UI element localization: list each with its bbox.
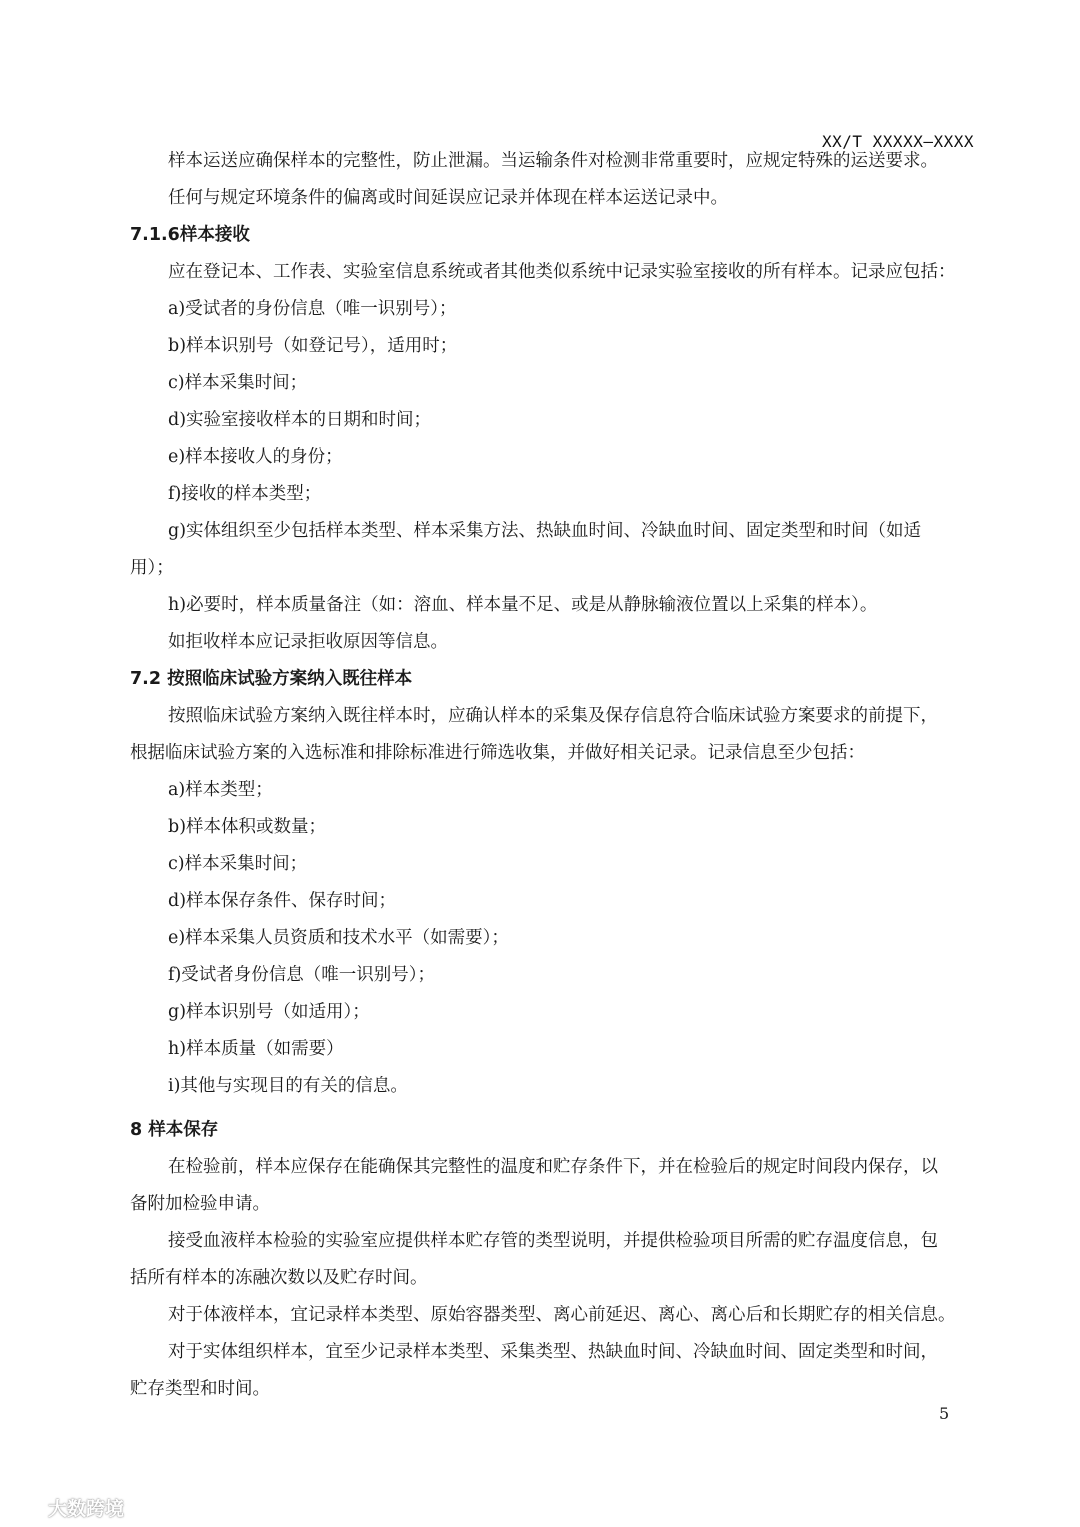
- list-item: e)样本接收人的身份；: [168, 447, 343, 467]
- list-item: h)必要时，样本质量备注（如：溶血、样本量不足、或是从静脉输液位置以上采集的样本）。: [168, 595, 878, 615]
- paragraph-line: 任何与规定环境条件的偏离或时间延误应记录并体现在样本运送记录中。: [168, 188, 728, 208]
- section-heading: 8 样本保存: [130, 1120, 219, 1140]
- section-heading: 7.1.6样本接收: [130, 225, 250, 245]
- paragraph-line: 在检验前，样本应保存在能确保其完整性的温度和贮存条件下，并在检验后的规定时间段内保存，以: [168, 1157, 938, 1177]
- paragraph-line: 括所有样本的冻融次数以及贮存时间。: [130, 1268, 428, 1288]
- page-number: 5: [939, 1404, 950, 1423]
- paragraph-line: 对于实体组织样本，宜至少记录样本类型、采集类型、热缺血时间、冷缺血时间、固定类型和时间，: [168, 1342, 938, 1362]
- list-item: d)样本保存条件、保存时间；: [168, 891, 397, 911]
- list-item: a)受试者的身份信息（唯一识别号）；: [168, 299, 457, 319]
- paragraph-line: 贮存类型和时间。: [130, 1379, 270, 1399]
- list-item: g)样本识别号（如适用）；: [168, 1002, 370, 1022]
- list-item: d)实验室接收样本的日期和时间；: [168, 410, 432, 430]
- list-item: f)受试者身份信息（唯一识别号）；: [168, 965, 436, 985]
- paragraph-line: 按照临床试验方案纳入既往样本时，应确认样本的采集及保存信息符合临床试验方案要求的前提下，: [168, 706, 938, 726]
- list-item: h)样本质量（如需要）: [168, 1039, 344, 1059]
- paragraph-line: 根据临床试验方案的入选标准和排除标准进行筛选收集，并做好相关记录。记录信息至少包括：: [130, 743, 865, 763]
- list-item: b)样本体积或数量；: [168, 817, 327, 837]
- watermark: [8, 1493, 124, 1522]
- paragraph-line: 样本运送应确保样本的完整性，防止泄漏。当运输条件对检测非常重要时，应规定特殊的运送要求。: [168, 151, 938, 171]
- list-item: a)样本类型；: [168, 780, 273, 800]
- list-item: b)样本识别号（如登记号），适用时；: [168, 336, 458, 356]
- section-heading: 7.2 按照临床试验方案纳入既往样本: [130, 669, 413, 689]
- watermark-text: 大数跨境: [48, 1498, 125, 1520]
- list-item: f)接收的样本类型；: [168, 484, 322, 504]
- header-code: XX/T XXXXX—XXXX: [822, 132, 974, 151]
- watermark-logo-icon: [8, 1493, 42, 1522]
- list-item: g)实体组织至少包括样本类型、样本采集方法、热缺血时间、冷缺血时间、固定类型和时间（如适: [168, 521, 922, 541]
- list-item-continuation: 用）；: [130, 558, 174, 578]
- paragraph-line: 对于体液样本，宜记录样本类型、原始容器类型、离心前延迟、离心、离心后和长期贮存的相关信息。: [168, 1305, 956, 1325]
- paragraph-line: 备附加检验申请。: [130, 1194, 270, 1214]
- paragraph-line: 应在登记本、工作表、实验室信息系统或者其他类似系统中记录实验室接收的所有样本。记录应包括：: [168, 262, 956, 282]
- list-item: c)样本采集时间；: [168, 854, 308, 874]
- paragraph-line: 如拒收样本应记录拒收原因等信息。: [168, 632, 448, 652]
- list-item: c)样本采集时间；: [168, 373, 308, 393]
- list-item: e)样本采集人员资质和技术水平（如需要）；: [168, 928, 509, 948]
- paragraph-line: 接受血液样本检验的实验室应提供样本贮存管的类型说明，并提供检验项目所需的贮存温度信息，包: [168, 1231, 938, 1251]
- list-item: i)其他与实现目的有关的信息。: [168, 1076, 408, 1096]
